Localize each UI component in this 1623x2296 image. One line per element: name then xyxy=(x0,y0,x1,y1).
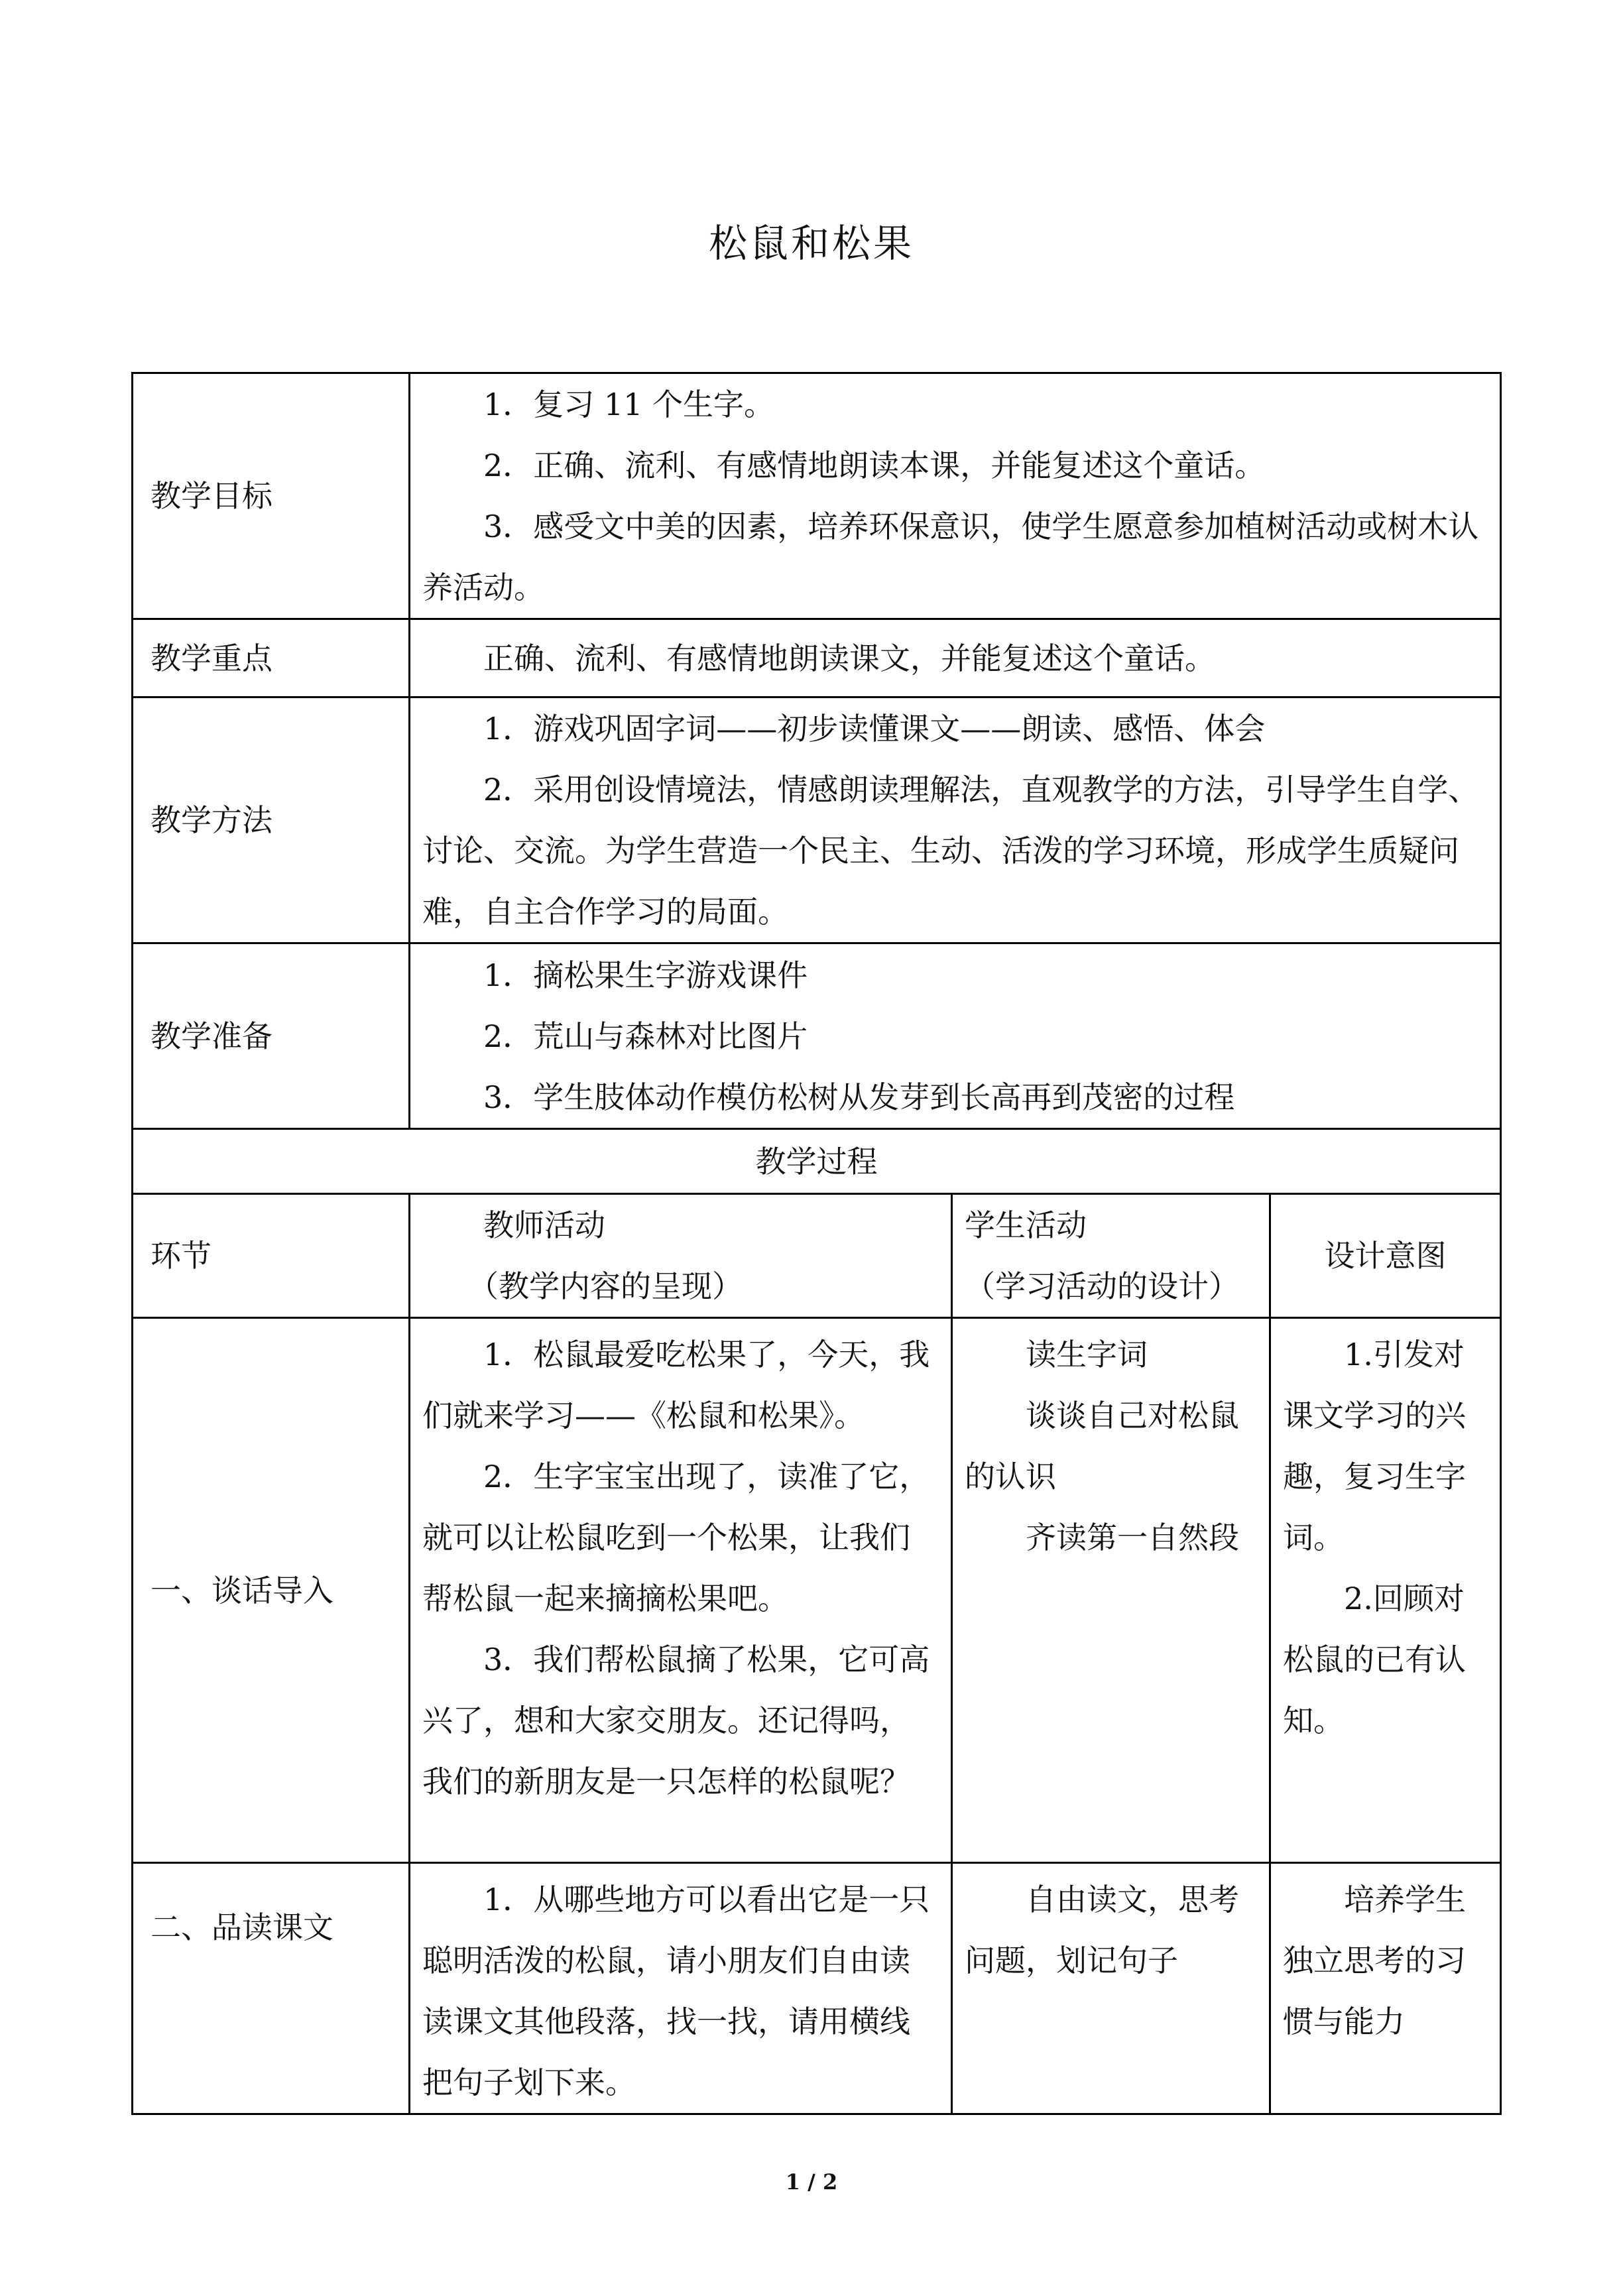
prep-item: 2．荒山与森林对比图片 xyxy=(483,1018,808,1054)
student-item: 齐读第一自然段 xyxy=(1026,1520,1239,1555)
methods-item: 1．游戏巩固字词——初步读懂课文——朗读、感悟、体会 xyxy=(483,711,1266,747)
teacher-item: 1．从哪些地方可以看出它是一只聪明活泼的松鼠，请小朋友们自由读读课文其他段落，找一找，请用横线把句子划下来。 xyxy=(422,1882,930,2100)
intent-item: 1.引发对课文学习的兴趣，复习生字词。 xyxy=(1283,1337,1466,1555)
goals-item: 3．感受文中美的因素，培养环保意识，使学生愿意参加植树活动或树木认养活动。 xyxy=(422,509,1479,605)
stage-cell: 一、谈话导入 xyxy=(133,1318,410,1863)
col-header-teacher-line1: 教师活动 xyxy=(483,1207,605,1243)
prep-item: 3．学生肢体动作模仿松树从发芽到长高再到茂密的过程 xyxy=(483,1079,1235,1115)
goals-content xyxy=(410,373,1501,619)
focus-label: 教学重点 xyxy=(133,619,410,697)
row-focus xyxy=(133,619,1501,697)
intent-cell xyxy=(1270,1318,1501,1863)
goals-item: 2．正确、流利、有感情地朗读本课，并能复述这个童话。 xyxy=(483,448,1266,483)
col-header-student xyxy=(952,1194,1270,1318)
col-header-student-line1: 学生活动 xyxy=(965,1207,1087,1243)
student-cell xyxy=(952,1863,1270,2114)
focus-text: 正确、流利、有感情地朗读课文，并能复述这个童话。 xyxy=(483,640,1215,676)
methods-item: 2．采用创设情境法，情感朗读理解法，直观教学的方法，引导学生自学、讨论、交流。为学生营造一个民主、生动、活泼的学习环境，形成学生质疑问难，自主合作学习的局面。 xyxy=(422,772,1479,930)
table-row xyxy=(133,1318,1501,1863)
page-number: 1 / 2 xyxy=(785,2169,838,2195)
col-header-intent: 设计意图 xyxy=(1270,1194,1501,1318)
page-title: 松鼠和松果 xyxy=(708,221,914,266)
table-row xyxy=(133,1863,1501,2114)
student-item: 读生字词 xyxy=(1026,1337,1148,1372)
col-header-teacher xyxy=(410,1194,952,1318)
prep-item: 1．摘松果生字游戏课件 xyxy=(483,957,808,993)
col-header-stage: 环节 xyxy=(133,1194,410,1318)
process-header: 教学过程 xyxy=(133,1129,1501,1194)
row-column-headers xyxy=(133,1194,1501,1318)
teacher-item: 2．生字宝宝出现了，读准了它，就可以让松鼠吃到一个松果，让我们帮松鼠一起来摘摘松果吧。 xyxy=(422,1459,930,1616)
goals-item: 1．复习 11 个生字。 xyxy=(483,387,775,422)
student-cell xyxy=(952,1318,1270,1863)
teacher-cell xyxy=(410,1318,952,1863)
methods-content xyxy=(410,697,1501,943)
goals-label: 教学目标 xyxy=(133,373,410,619)
col-header-student-line2: （学习活动的设计） xyxy=(965,1268,1239,1304)
intent-item: 2.回顾对松鼠的已有认知。 xyxy=(1283,1581,1466,1738)
teacher-item: 3．我们帮松鼠摘了松果，它可高兴了，想和大家交朋友。还记得吗，我们的新朋友是一只怎样的松鼠呢？ xyxy=(422,1642,930,1799)
row-goals xyxy=(133,373,1501,619)
lesson-plan-table xyxy=(131,372,1502,2115)
row-process-header xyxy=(133,1129,1501,1194)
student-item: 谈谈自己对松鼠的认识 xyxy=(965,1398,1239,1494)
teacher-cell xyxy=(410,1863,952,2114)
focus-content xyxy=(410,619,1501,697)
prep-content xyxy=(410,943,1501,1129)
intent-cell xyxy=(1270,1863,1501,2114)
methods-label: 教学方法 xyxy=(133,697,410,943)
stage-cell: 二、品读课文 xyxy=(133,1863,410,2114)
teacher-item: 1．松鼠最爱吃松果了，今天，我们就来学习——《松鼠和松果》。 xyxy=(422,1337,930,1433)
row-prep xyxy=(133,943,1501,1129)
student-item: 自由读文，思考问题，划记句子 xyxy=(965,1882,1239,1978)
prep-label: 教学准备 xyxy=(133,943,410,1129)
row-methods xyxy=(133,697,1501,943)
col-header-teacher-line2: （教学内容的呈现） xyxy=(468,1268,743,1304)
intent-item: 培养学生独立思考的习惯与能力 xyxy=(1283,1882,1466,2039)
